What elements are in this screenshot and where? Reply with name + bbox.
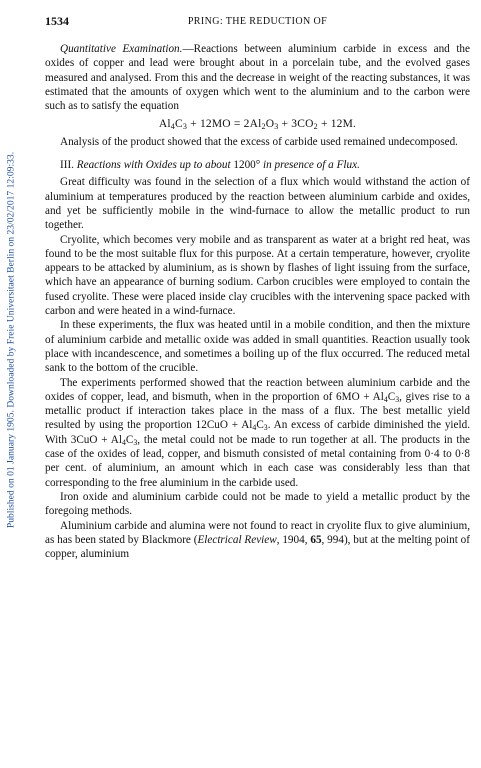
section-temperature: 1200° [233,159,261,172]
paragraph-cryolite: Cryolite, which becomes very mobile and as transparent as water at a bright red heat, was found to be the most suitable flux for this purpose. At a certain temperature, however, cryolite appears to be attacked by aluminium, as is shown by flashes of light issuing from the surface, which have an appearance of burning sodium. Carbon crucibles were employed to contain the fused cryolite. These were placed inside clay crucibles with the intervening space packed with carbon and were heated in a wind-furnace. [45,233,470,318]
paragraph-results: The experiments performed showed that the reaction between aluminium carbide and the oxides of copper, lead, and bismuth, when in the proportion of $6MO + Al_4C_3$, gives rise to a metallic product if interaction takes place in the mass of a flux. The best metallic yield resulted by using the proportion $12CuO + Al_4C_3$. An excess of carbide diminished the yield. With $3CuO + Al_4C_3$, the metal could not be made to run together at all. The products in the case of the oxides of lead, copper, and bismuth consisted of metal containing from 0·4 to 0·8 per cent. of aluminium, an amount which in each case was considerably less than that corresponding to the free aluminium in the carbide used. [45,376,471,489]
paragraph-alumina: Aluminium carbide and alumina were not found to react in cryolite flux to give aluminium, as has been stated by Blackmore (Electrical Review, 1904, 65, 994), but at the melting point of copper, aluminium [45,519,470,561]
paragraph-analysis: Analysis of the product showed that the excess of carbide used remained undecomposed. [60,135,458,148]
paragraph-text: —Reactions between aluminium carbide in excess and the oxides of copper and lead were brought about in a porcelain tube, and the evolved gases measured and analysed. From this and the decrease in weight of the reacting substances, it was estimated that the amounts of oxygen which went to the aluminium and to the carbon were such as to satisfy the equation [45,43,470,113]
paragraph-experiments: In these experiments, the flux was heated until in a mobile condition, and then the mixture of aluminium carbide and metallic oxide was added in small quantities. Reaction usually took place with incandescence, and sometimes a boiling up of the flux occurred. The reduced metal sank to the bottom of the crucible. [45,319,470,375]
download-stamp-text: Published on 01 January 1905. Downloaded by Freie Universitaet Berlin on 23/02/2017 12:09:33. [5,151,17,529]
section-title-tail: in presence of a Flux. [263,159,360,172]
paragraph-flux: Great difficulty was found in the selection of a flux which would withstand the action of aluminium at temperatures produced by the reaction between aluminium carbide and oxides, and yet be sufficiently mobile in the wind-furnace to allow the metallic product to run together. [45,176,470,232]
journal-citation: Electrical Review [197,533,277,546]
volume-number: 65 [310,533,322,546]
paragraph-quantitative [45,42,470,113]
page-header [45,14,470,32]
run-in-heading: Quantitative Examination. [60,43,183,55]
running-title: PRING: THE REDUCTION OF [187,16,328,27]
journal-page [45,14,470,561]
reaction-equation: $Al_4C_3 + 12MO = 2Al_2O_3 + 3CO_2 + 12M$. [158,118,357,132]
section-title: Reactions with Oxides up to about [76,159,231,172]
section-heading [45,158,470,172]
page-number: 1534 [45,14,69,28]
download-stamp [4,60,18,620]
paragraph-iron-oxide: Iron oxide and aluminium carbide could not be made to yield a metallic product by the foregoing methods. [45,490,470,518]
section-number: III. [60,159,74,172]
